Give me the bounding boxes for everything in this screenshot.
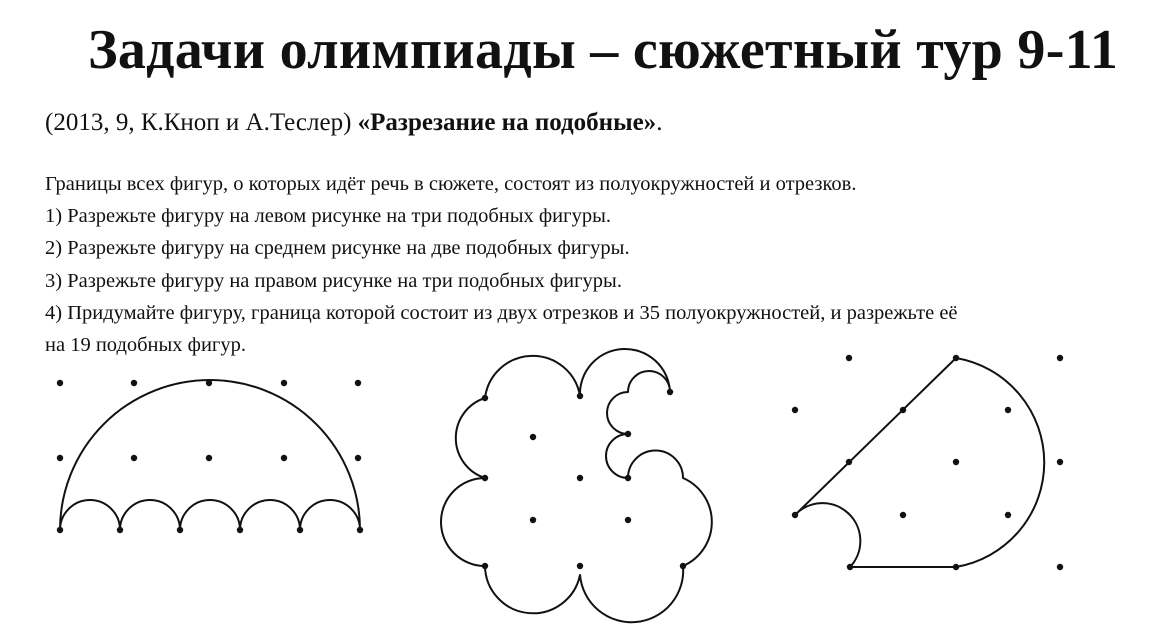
- grid-dot: [57, 527, 63, 533]
- intro-paragraph: Границы всех фигур, о которых идёт речь в сюжете, состоят из полуокружностей и отрезков.: [45, 173, 857, 195]
- grid-dot: [482, 395, 488, 401]
- grid-dot: [482, 475, 488, 481]
- grid-dot: [57, 455, 63, 461]
- grid-dot: [357, 527, 363, 533]
- subtitle-topic: «Разрезание на подобные»: [357, 109, 657, 136]
- grid-dot: [792, 407, 798, 413]
- grid-dot: [206, 455, 212, 461]
- grid-dot: [206, 380, 212, 386]
- task-2: 2) Разрежьте фигуру на среднем рисунке на две подобных фигуры.: [45, 237, 630, 260]
- grid-dot: [1057, 564, 1063, 570]
- grid-dot: [577, 475, 583, 481]
- right-figure-outline: [795, 358, 1044, 567]
- grid-dot: [667, 389, 673, 395]
- grid-dot: [1057, 459, 1063, 465]
- task-1: 1) Разрежьте фигуру на левом рисунке на три подобных фигуры.: [45, 205, 611, 228]
- grid-dot: [680, 563, 686, 569]
- grid-dot: [846, 459, 852, 465]
- grid-dot: [846, 355, 852, 361]
- task-4-continuation: на 19 подобных фигур.: [45, 334, 246, 357]
- grid-dot: [355, 455, 361, 461]
- grid-dot: [117, 527, 123, 533]
- grid-dot: [1057, 355, 1063, 361]
- page-title: Задачи олимпиады – сюжетный тур 9-11: [88, 19, 1119, 81]
- grid-dot: [577, 563, 583, 569]
- subtitle-period: .: [656, 109, 663, 136]
- grid-dot: [237, 527, 243, 533]
- grid-dot: [281, 380, 287, 386]
- right-figure: [792, 355, 1063, 570]
- grid-dot: [900, 407, 906, 413]
- grid-dot: [530, 517, 536, 523]
- grid-dot: [131, 455, 137, 461]
- subtitle-source: (2013, 9, К.Кноп и А.Теслер): [45, 109, 358, 136]
- grid-dot: [281, 455, 287, 461]
- grid-dot: [577, 393, 583, 399]
- grid-dot: [953, 564, 959, 570]
- grid-dot: [1005, 407, 1011, 413]
- task-4: 4) Придумайте фигуру, граница которой состоит из двух отрезков и 35 полуокружностей, и разрежьте её: [45, 301, 958, 324]
- grid-dot: [625, 517, 631, 523]
- grid-dot: [900, 512, 906, 518]
- grid-dot: [847, 564, 853, 570]
- grid-dot: [297, 527, 303, 533]
- grid-dot: [131, 380, 137, 386]
- task-3: 3) Разрежьте фигуру на правом рисунке на три подобных фигуры.: [45, 269, 622, 292]
- grid-dot: [625, 475, 631, 481]
- middle-figure-grid-dots: [482, 389, 686, 569]
- grid-dot: [953, 355, 959, 361]
- left-figure-grid-dots: [57, 380, 363, 533]
- grid-dot: [482, 563, 488, 569]
- grid-dot: [1005, 512, 1011, 518]
- grid-dot: [355, 380, 361, 386]
- left-figure: [57, 380, 363, 533]
- grid-dot: [57, 380, 63, 386]
- grid-dot: [625, 431, 631, 437]
- grid-dot: [530, 434, 536, 440]
- middle-figure: [441, 349, 712, 622]
- grid-dot: [792, 512, 798, 518]
- grid-dot: [953, 459, 959, 465]
- grid-dot: [177, 527, 183, 533]
